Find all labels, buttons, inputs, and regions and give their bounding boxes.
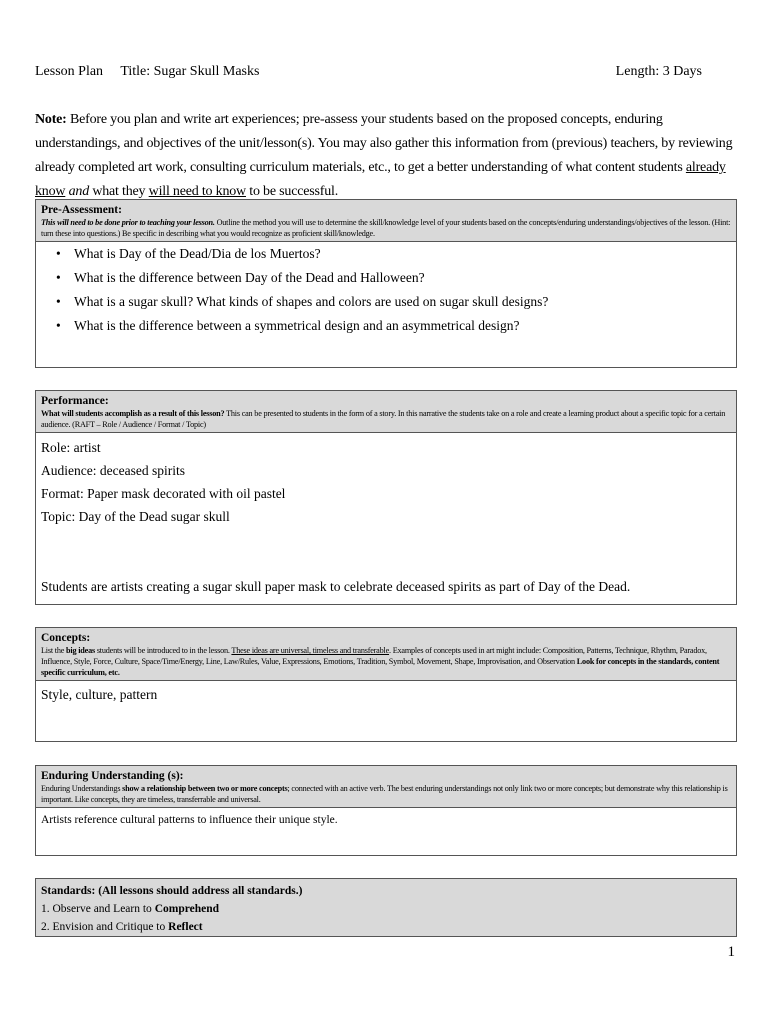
enduring-title: Enduring Understanding (s):: [41, 770, 184, 782]
concepts-body: Style, culture, pattern: [41, 687, 158, 702]
note-will-need: will need to know: [148, 184, 246, 199]
document-header: [35, 64, 702, 84]
standards-section: [35, 878, 737, 937]
concepts-description: [41, 645, 731, 678]
pre-assessment-title: Pre-Assessment:: [41, 204, 122, 216]
concepts-desc-big-ideas: big ideas: [66, 646, 95, 655]
standards-title: Standards: (All lessons should address all standards.): [41, 885, 303, 897]
list-item: [56, 290, 736, 314]
enduring-desc-bold: show a relationship between two or more concepts: [122, 784, 288, 793]
performance-body: [36, 433, 736, 601]
standard-bold: Reflect: [168, 921, 203, 933]
header-left: [35, 64, 273, 80]
note-text-3: to be successful.: [245, 184, 339, 199]
bullet-icon: •: [56, 246, 61, 261]
concepts-desc-c: students will be introduced to in the lesson.: [94, 646, 232, 655]
standards-body: [36, 879, 736, 939]
performance-summary: Students are artists creating a sugar skull paper mask to celebrate deceased spirits as part of Day of the Dead.: [41, 579, 631, 594]
performance-desc-text: This can be presented to students in the form of a story. In this narrative the students take on a role and create a learning product about a specific topic for a certain audience. (RAFT – Role / Audience / Format / Topic): [41, 409, 726, 429]
question-text: What is the difference between a symmetrical design and an asymmetrical design?: [74, 318, 520, 333]
raft-topic: Topic: Day of the Dead sugar skull: [41, 509, 230, 524]
list-item: [56, 242, 736, 266]
question-text: What is a sugar skull? What kinds of shapes and colors are used on sugar skull designs?: [74, 294, 549, 309]
enduring-desc-a: Enduring Understandings: [41, 784, 123, 793]
question-text: What is Day of the Dead/Dia de los Muertos?: [74, 246, 321, 261]
performance-title: Performance:: [41, 395, 109, 407]
bullet-icon: •: [56, 318, 61, 333]
enduring-desc-c: ; connected with an active verb. The best enduring understandings not only link two or more concepts; but demonstrate why this relationship is important. Like concepts, they are timeless, transferrable and universal.: [41, 784, 728, 804]
performance-section: [35, 390, 737, 605]
concepts-desc-a: List the: [41, 646, 67, 655]
note-already-know: already know: [35, 160, 726, 199]
standard-item: [41, 918, 731, 936]
raft-audience: Audience: deceased spirits: [41, 463, 185, 478]
concepts-title: Concepts:: [41, 632, 91, 644]
note-and: and: [68, 184, 90, 199]
standard-text: 1. Observe and Learn to: [41, 903, 155, 915]
list-item: [56, 266, 736, 290]
raft-role: Role: artist: [41, 440, 101, 455]
standard-item: [41, 900, 731, 918]
note-text-1: Before you plan and write art experiences; pre-assess your students based on the proposed concepts, enduring understandings, and objectives of the unit/lesson(s). You may also gather this information from (previous) teachers, by reviewing already completed art work, consulting curriculum materials, etc., to get a better understanding of what content students: [35, 112, 733, 175]
concepts-header: [36, 628, 736, 681]
performance-desc-bold: What will students accomplish as a result of this lesson?: [41, 409, 225, 418]
pre-assessment-section: [35, 199, 737, 368]
concepts-desc-look-for: Look for concepts in the standards, content specific curriculum, etc.: [41, 657, 720, 677]
concepts-section: [35, 627, 737, 742]
page-number: 1: [727, 944, 735, 960]
standard-bold: Comprehend: [154, 903, 220, 915]
enduring-understanding-section: [35, 765, 737, 856]
pre-assessment-description: [41, 217, 731, 239]
bullet-icon: •: [56, 294, 61, 309]
pre-assessment-header: [36, 200, 736, 242]
note-label: Note:: [35, 112, 67, 127]
enduring-body: Artists reference cultural patterns to influence their unique style.: [41, 814, 338, 826]
enduring-header: [36, 766, 736, 808]
lesson-length: Length: 3 Days: [615, 64, 702, 79]
standard-text: 2. Envision and Critique to: [41, 921, 169, 933]
list-item: [56, 314, 736, 338]
pre-assessment-questions: [36, 242, 736, 338]
pre-assessment-desc-text: Outline the method you will use to determine the skill/knowledge level of your students based on the concepts/enduring understandings/objectives of the lesson. (Hint: turn these into questions.) Be specific in describing what you would recognize as proficient skill/knowledge.: [41, 218, 731, 238]
lesson-plan-label: Lesson Plan: [35, 64, 104, 79]
concepts-desc-universal: These ideas are universal, timeless and transferable: [231, 646, 390, 655]
lesson-title: Title: Sugar Skull Masks: [120, 64, 260, 79]
performance-description: [41, 408, 731, 430]
enduring-description: [41, 783, 731, 805]
raft-format: Format: Paper mask decorated with oil pastel: [41, 486, 286, 501]
note-paragraph: [35, 108, 735, 204]
bullet-icon: •: [56, 270, 61, 285]
concepts-desc-e: . Examples of concepts used in art might include: Composition, Patterns, Technique, Rhythm, Paradox, Influence, Style, Force, Culture, Space/Time/Energy, Line, Law/Rules, Value, Expressions, Emotions, Tradition, Symbol, Movement, Shape, Improvisation, and Observation: [41, 646, 707, 666]
performance-header: [36, 391, 736, 433]
note-text-2: what they: [89, 184, 149, 199]
pre-assessment-desc-bold: This will need to be done prior to teaching your lesson.: [41, 218, 215, 227]
question-text: What is the difference between Day of the Dead and Halloween?: [74, 270, 425, 285]
